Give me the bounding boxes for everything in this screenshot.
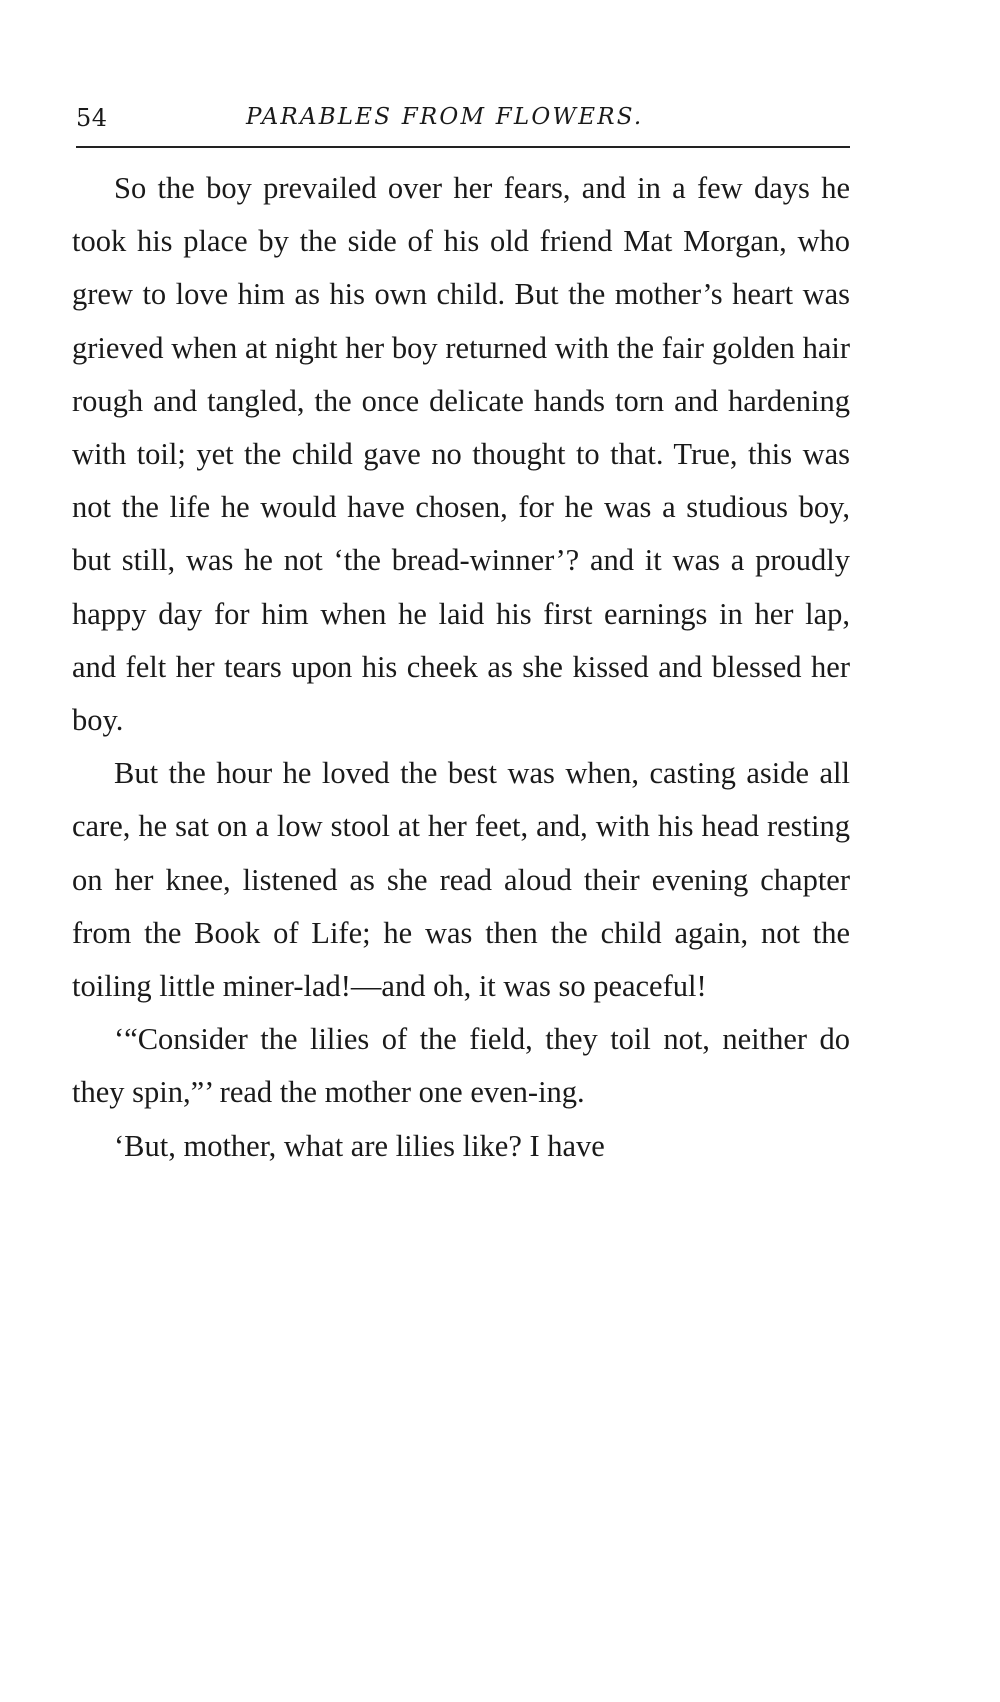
header-rule: [76, 146, 850, 148]
paragraph-4: ‘But, mother, what are lilies like? I have: [114, 1128, 605, 1163]
page-number: 54: [76, 104, 108, 132]
running-head: [76, 104, 846, 144]
running-title: PARABLES FROM FLOWERS.: [246, 104, 644, 130]
paragraph-2: But the hour he loved the best was when, casting aside all care, he sat on a low stool at her feet, and, with his head resting on her knee, listened as she read aloud their evening chapter from the Book of Life; he was then the child again, not the toiling little miner-lad!—and oh, it was so peaceful!: [72, 756, 850, 1004]
body-text: [72, 162, 850, 1173]
paragraph-3: ‘“Consider the lilies of the field, they toil not, neither do they spin,”’ read the mother one even-ing.: [72, 1022, 850, 1110]
paragraph-1: So the boy prevailed over her fears, and in a few days he took his place by the side of his old friend Mat Morgan, who grew to love him as his own child. But the mother’s heart was grieved when at night her boy returned with the fair golden hair rough and tangled, the once delicate hands torn and hardening with toil; yet the child gave no thought to that. True, this was not the life he would have chosen, for he was a studious boy, but still, was he not ‘the bread-winner’? and it was a proudly happy day for him when he laid his first earnings in her lap, and felt her tears upon his cheek as she kissed and blessed her boy.: [72, 171, 850, 738]
